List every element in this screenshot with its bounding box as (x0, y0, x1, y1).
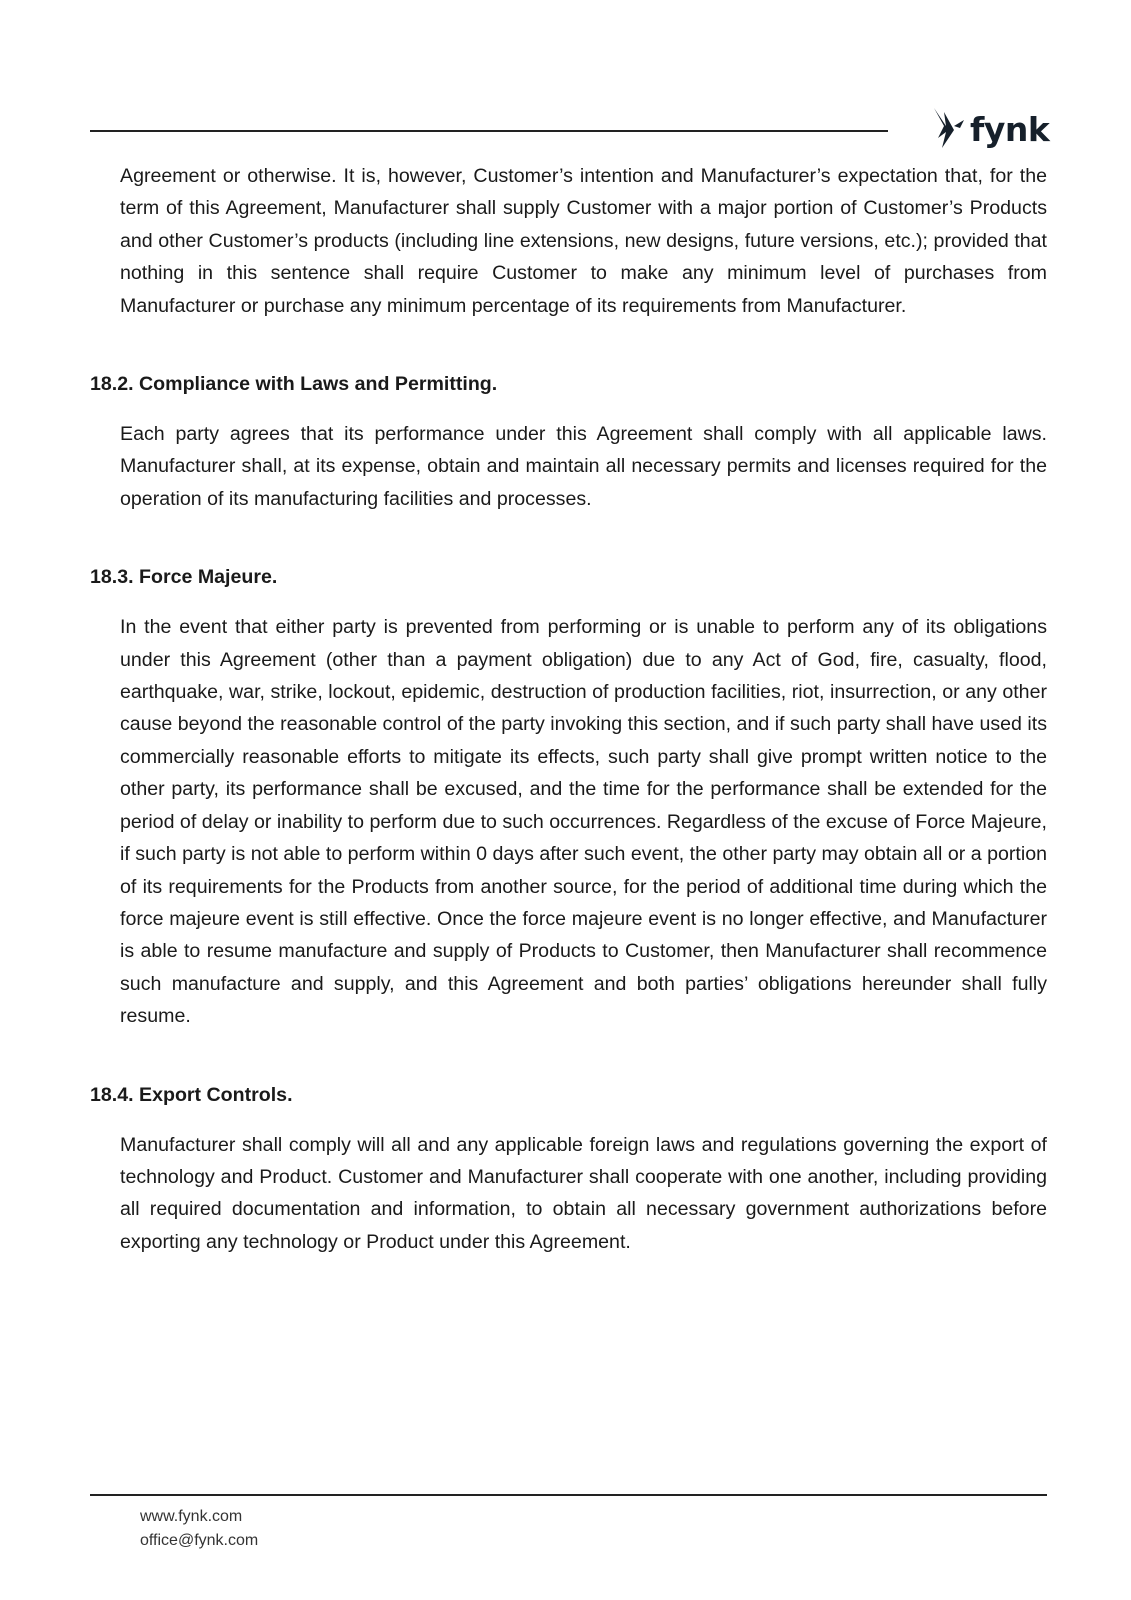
fynk-bird-icon (924, 106, 968, 152)
section-18-2-body: Each party agrees that its performance under this Agreement shall comply with all applicable laws. Manufacturer shall, at its expense, obtain and maintain all necessary permits and licenses required for the operation of its manufacturing facilities and processes. (120, 423, 1047, 510)
section-18-3-title: 18.3. Force Majeure. (90, 566, 278, 589)
section-18-2-title: 18.2. Compliance with Laws and Permitting. (90, 373, 498, 396)
footer-email: office@fynk.com (140, 1532, 259, 1549)
footer-website: www.fynk.com (140, 1508, 243, 1525)
section-18-4-title: 18.4. Export Controls. (90, 1083, 293, 1106)
section-18-4-body: Manufacturer shall comply will all and any applicable foreign laws and regulations governing the export of technology and Product. Customer and Manufacturer shall cooperate with one another, including providing all required documentation and information, to obtain all necessary government authorizations before exporting any technology or Product under this Agreement. (120, 1133, 1047, 1253)
header-divider (90, 130, 888, 132)
brand-logo (924, 104, 1054, 154)
footer-divider (90, 1494, 1047, 1496)
footer (140, 1505, 258, 1553)
brand-name: fynk (970, 109, 1050, 149)
document-body (90, 160, 1047, 1258)
intro-paragraph: Agreement or otherwise. It is, however, Customer’s intention and Manufacturer’s expectation that, for the term of this Agreement, Manufacturer shall supply Customer with a major portion of Customer’s Products and other Customer’s products (including line extensions, new designs, future versions, etc.); provided that nothing in this sentence shall require Customer to make any minimum level of purchases from Manufacturer or purchase any minimum percentage of its requirements from Manufacturer. (120, 165, 1047, 317)
section-18-3-body: In the event that either party is prevented from performing or is unable to perform any of its obligations under this Agreement (other than a payment obligation) due to any Act of God, fire, casualty, flood, earthquake, war, strike, lockout, epidemic, destruction of production facilities, riot, insurrection, or any other cause beyond the reasonable control of the party invoking this section, and if such party shall have used its commercially reasonable efforts to mitigate its effects, such party shall give prompt written notice to the other party, its performance shall be excused, and the time for the performance shall be extended for the period of delay or inability to perform due to such occurrences. Regardless of the excuse of Force Majeure, if such party is not able to perform within 0 days after such event, the other party may obtain all or a portion of its requirements for the Products from another source, for the period of additional time during which the force majeure event is still effective. Once the force majeure event is no longer effective, and Manufacturer is able to resume manufacture and supply of Products to Customer, then Manufacturer shall recommence such manufacture and supply, and this Agreement and both parties’ obligations hereunder shall fully resume. (120, 616, 1047, 1028)
